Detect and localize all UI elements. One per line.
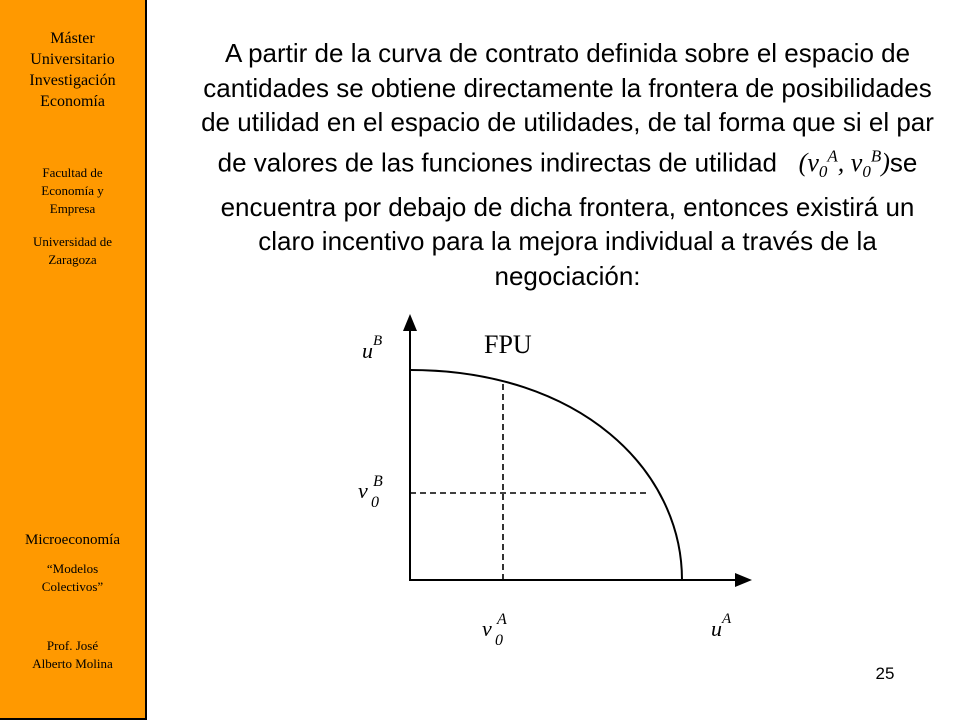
fpu-curve bbox=[410, 370, 682, 580]
faculty-name: Facultad de Economía y Empresa bbox=[41, 165, 104, 216]
svg-text:B: B bbox=[373, 473, 383, 490]
v0a-label bbox=[482, 611, 507, 649]
x-axis-label: $u^A$ bbox=[711, 611, 732, 641]
x-axis-arrowhead bbox=[735, 573, 752, 587]
y-axis-arrowhead bbox=[403, 314, 417, 331]
svg-text:0: 0 bbox=[371, 494, 379, 511]
course-name: Microeconomía bbox=[25, 532, 120, 548]
value-pair: ($v_0^A$, $v_0^B$) bbox=[798, 146, 890, 182]
author-name: Prof. José Alberto Molina bbox=[32, 638, 113, 671]
university-name: Universidad de Zaragoza bbox=[32, 234, 113, 267]
svg-text:v: v bbox=[358, 478, 368, 503]
y-axis-label: $u^B$ bbox=[362, 333, 383, 363]
program-title: Máster Universitario Investigación Economía bbox=[29, 30, 116, 110]
fpu-label: FPU bbox=[484, 330, 532, 359]
svg-text:0: 0 bbox=[495, 632, 503, 649]
page-number: 25 bbox=[875, 664, 895, 683]
topic-name: “Modelos Colectivos” bbox=[41, 561, 104, 594]
svg-text:A: A bbox=[497, 611, 507, 628]
v0b-label bbox=[358, 473, 383, 511]
text-after: se encuentra por debajo de dicha frontera, entonces existirá un claro incentivo para la mejora individual a través de la negociación: bbox=[220, 147, 918, 291]
svg-text:v: v bbox=[482, 616, 492, 641]
text-before: A partir de la curva de contrato definida sobre el espacio de cantidades se obtiene directamente la frontera de posibilidades de utilidad en el espacio de utilidades, de tal forma que si el par de valores de las funciones indirectas de utilidad bbox=[201, 38, 934, 178]
